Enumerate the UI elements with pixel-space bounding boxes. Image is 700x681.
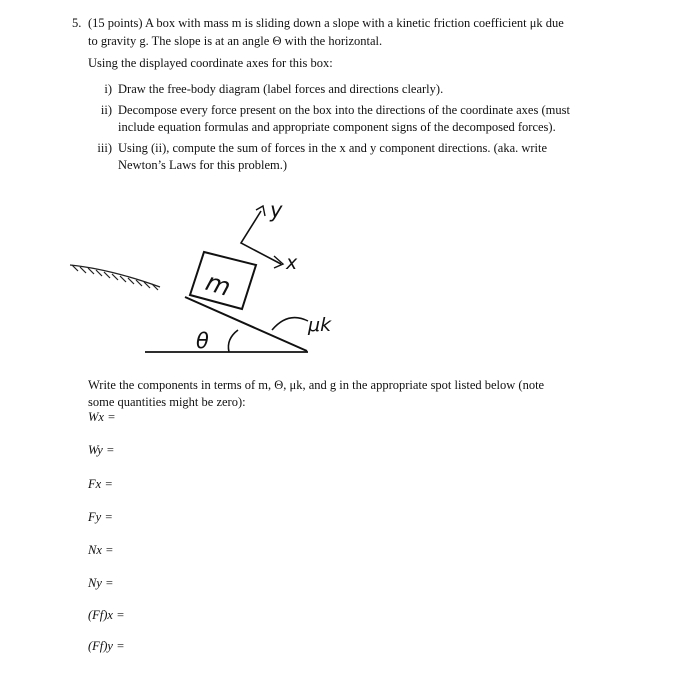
part-i [86,81,443,97]
components-intro-line-2: some quantities might be zero): [88,395,246,409]
angle-label: θ [196,329,209,353]
instruction-text: Using the displayed coordinate axes for this box: [88,56,333,70]
problem-statement-line-2: to gravity g. The slope is at an angle Θ with the horizontal. [88,34,383,48]
part-numeral: iii) [97,141,112,155]
component-wx: Wx = [88,410,116,424]
mass-label: m [202,267,235,303]
part-text: Draw the free-body diagram (label forces and directions clearly). [118,82,444,96]
component-ffx: (Ff)x = [88,608,125,622]
part-iii [86,140,547,156]
component-wy: Wy = [88,443,114,457]
hatch-marks [72,265,158,290]
incline-diagram [0,185,700,365]
part-ii-continuation: include equation formulas and appropriate component signs of the decomposed forces). [118,120,556,134]
component-ffy: (Ff)y = [88,639,125,653]
problem-number: 5. [72,16,82,30]
friction-line [272,318,308,330]
part-numeral: i) [104,82,112,96]
part-iii-continuation: Newton’s Laws for this problem.) [118,158,288,172]
part-ii [86,102,570,118]
part-text: Using (ii), compute the sum of forces in the x and y component directions. (aka. write [118,141,548,155]
component-ny: Ny = [88,576,113,590]
problem-statement-line-1: (15 points) A box with mass m is sliding down a slope with a kinetic friction coefficient μk due [88,16,564,30]
component-nx: Nx = [88,543,113,557]
component-fx: Fx = [88,477,113,491]
friction-label: μk [308,314,332,336]
angle-arc [228,330,238,352]
part-numeral: ii) [100,103,112,117]
axis-x-label: x [286,252,298,274]
component-fy: Fy = [88,510,113,524]
part-text: Decompose every force present on the box into the directions of the coordinate axes (must [118,103,570,117]
components-intro-line-1: Write the components in terms of m, Θ, μk, and g in the appropriate spot listed below (note [88,378,545,392]
axis-y-label: y [270,198,283,222]
